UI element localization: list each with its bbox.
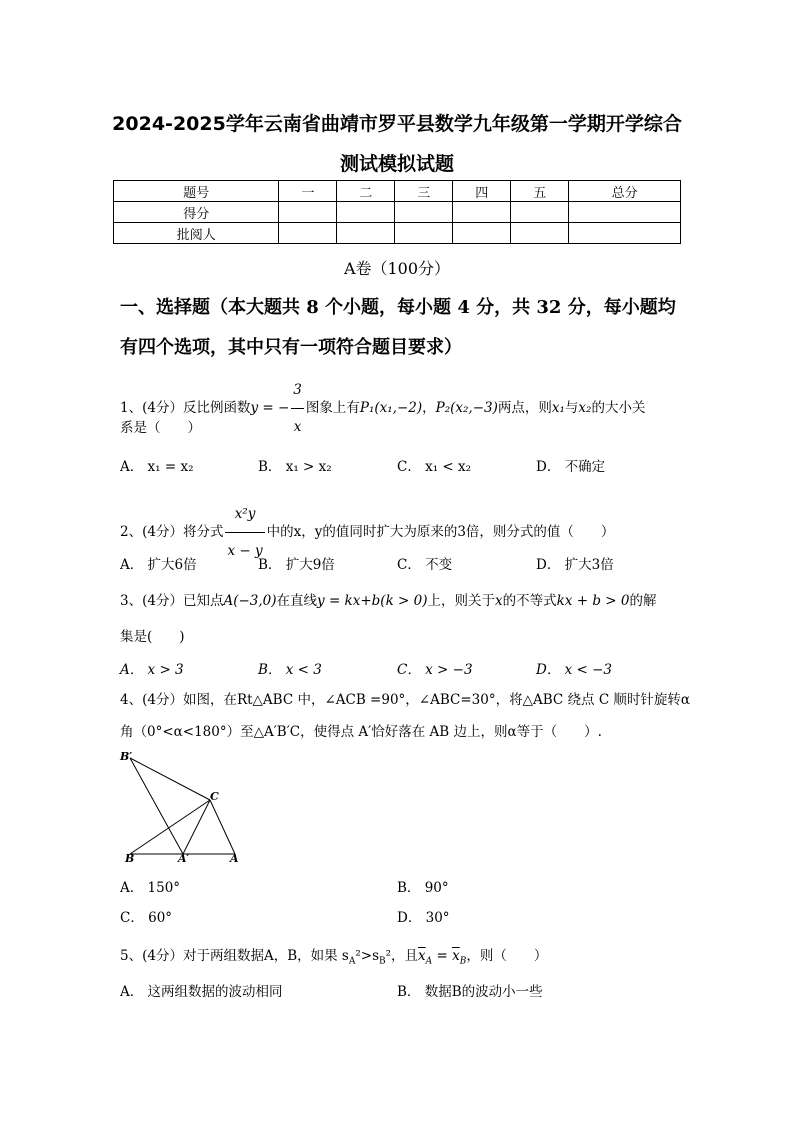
score-header-cell: 题号 <box>114 181 279 202</box>
reviewer-cell <box>395 223 453 244</box>
q1-and: 与 <box>564 400 579 416</box>
q5-equals: = <box>432 948 453 964</box>
q3-option-d[interactable]: D． x < −3 <box>536 662 613 678</box>
q2-option-a[interactable]: A． 扩大6倍 <box>120 557 197 573</box>
q1-option-d[interactable]: D． 不确定 <box>536 459 606 475</box>
reviewer-row-label: 批阅人 <box>114 223 279 244</box>
score-cell <box>395 202 453 223</box>
reviewer-cell <box>279 223 337 244</box>
q1-point-1: P₁(x₁,−2) <box>359 400 423 416</box>
label-c: C <box>210 790 219 803</box>
score-cell <box>279 202 337 223</box>
exam-title-line-2: 测试模拟试题 <box>339 153 454 175</box>
reviewer-cell <box>453 223 511 244</box>
q5-sb-sub: B <box>379 956 386 967</box>
question-3-line-2: 集是( ) <box>120 629 185 645</box>
q1-option-a[interactable]: A． x₁ = x₂ <box>120 459 194 475</box>
q1-suffix: 两点，则 <box>497 400 552 416</box>
score-row-label: 得分 <box>114 202 279 223</box>
q3-option-a[interactable]: A． x > 3 <box>120 662 184 678</box>
q2-option-d[interactable]: D． 扩大3倍 <box>536 557 614 573</box>
q2-option-b[interactable]: B． 扩大9倍 <box>258 557 335 573</box>
question-1-line-2: 系是（ ） <box>120 420 201 436</box>
q1-tail: 的大小关 <box>591 400 646 416</box>
q1-fraction <box>291 372 304 445</box>
q3-inequality: kx + b > 0 <box>556 593 630 609</box>
q1-frac-den: x <box>293 419 302 435</box>
score-header-cell: 四 <box>453 181 511 202</box>
score-table <box>113 180 681 244</box>
q5-mean-b: $\overline{x}$ <box>452 948 460 964</box>
label-a-prime: A′ <box>178 852 190 864</box>
score-cell <box>511 202 569 223</box>
q5-mid-2: ²，且 <box>385 948 419 964</box>
score-table-header-row <box>114 181 681 202</box>
score-cell <box>569 202 681 223</box>
label-a: A <box>230 852 239 864</box>
score-cell <box>453 202 511 223</box>
q3-tail: 的解 <box>629 593 657 609</box>
exam-title-line-1: 2024-2025学年云南省曲靖市罗平县数学九年级第一学期开学综合 <box>112 113 682 135</box>
q3-option-c[interactable]: C． x > −3 <box>397 662 473 678</box>
q3-option-b[interactable]: B． x < 3 <box>258 662 322 678</box>
q5-tail: ，则（ ） <box>466 948 548 964</box>
q3-mid-2: 上，则关于 <box>427 593 495 609</box>
question-5-line-1 <box>120 944 547 967</box>
q5-mean-a-sub: A <box>425 956 433 967</box>
q1-option-c[interactable]: C． x₁ < x₂ <box>397 459 472 475</box>
q5-option-b[interactable]: B． 数据B的波动小一些 <box>397 984 543 1000</box>
reviewer-cell <box>337 223 395 244</box>
reviewer-cell <box>569 223 681 244</box>
q4-option-d[interactable]: D． 30° <box>397 910 450 926</box>
q2-suffix: 中的x，y的值同时扩大为原来的3倍，则分式的值（ ） <box>266 524 615 540</box>
q1-func-y: y = − <box>250 400 290 416</box>
q3-mid-1: 在直线 <box>276 593 318 609</box>
segment-aprime-c <box>183 800 210 854</box>
score-header-cell: 三 <box>395 181 453 202</box>
score-header-cell: 总分 <box>569 181 681 202</box>
q3-x: x <box>495 593 503 609</box>
q5-mid: ²>s <box>355 948 379 964</box>
question-4-line-1: 4、(4分）如图，在Rt△ABC 中，∠ACB =90°，∠ABC=30°，将△ABC 绕点 C 顺时针旋转α <box>120 692 691 708</box>
q5-prefix: 5、(4分）对于两组数据A，B，如果 s <box>120 948 349 964</box>
score-cell <box>337 202 395 223</box>
q2-frac-den: x − y <box>227 543 263 559</box>
q2-option-c[interactable]: C． 不变 <box>397 557 453 573</box>
q1-option-b[interactable]: B． x₁ > x₂ <box>258 459 332 475</box>
q3-line-equation: y = kx+b(k > 0) <box>317 593 428 609</box>
section-heading-line-1: 一、选择题（本大题共 8 个小题，每小题 4 分，共 32 分，每小题均 <box>120 297 676 318</box>
score-header-cell: 一 <box>279 181 337 202</box>
q4-option-c[interactable]: C． 60° <box>120 910 173 926</box>
q3-prefix: 3、(4分）已知点 <box>120 593 224 609</box>
q3-point: A(−3,0) <box>223 593 277 609</box>
score-row <box>114 202 681 223</box>
segment-b-c <box>130 800 210 854</box>
reviewer-cell <box>511 223 569 244</box>
q2-prefix: 2、(4分）将分式 <box>120 524 224 540</box>
q1-mid: 图象上有 <box>305 400 360 416</box>
volume-heading: A卷（100分） <box>343 259 451 278</box>
score-header-cell: 五 <box>511 181 569 202</box>
segment-c-a <box>210 800 235 854</box>
q1-x1: x₁ <box>551 400 565 416</box>
rotated-triangle-figure <box>115 748 255 864</box>
q5-mean-b-sub: B <box>459 956 467 967</box>
label-b: B <box>125 852 135 864</box>
section-heading-line-2: 有四个选项，其中只有一项符合题目要求） <box>120 337 462 358</box>
question-3-line-1 <box>120 589 656 609</box>
reviewer-row <box>114 223 681 244</box>
q4-option-b[interactable]: B． 90° <box>397 880 449 896</box>
q3-mid-3: 的不等式 <box>502 593 557 609</box>
question-4-line-2: 角（0°<α<180°）至△A′B′C，使得点 A′恰好落在 AB 边上，则α等于（ ）. <box>120 724 602 740</box>
q4-option-a[interactable]: A． 150° <box>120 880 181 896</box>
q2-frac-num: x²y <box>225 496 264 533</box>
label-b-prime: B′ <box>120 750 133 763</box>
q5-option-a[interactable]: A． 这两组数据的波动相同 <box>120 984 283 1000</box>
q1-x2: x₂ <box>578 400 592 416</box>
q1-prefix: 1、(4分）反比例函数 <box>120 400 251 416</box>
score-header-cell: 二 <box>337 181 395 202</box>
q1-point-2: P₂(x₂,−3) <box>435 400 498 416</box>
q5-mean-a: $\overline{x}$ <box>418 948 426 964</box>
q1-comma: ， <box>422 400 436 416</box>
q1-frac-num: 3 <box>291 372 304 409</box>
q5-sa-sub: A <box>348 956 356 967</box>
